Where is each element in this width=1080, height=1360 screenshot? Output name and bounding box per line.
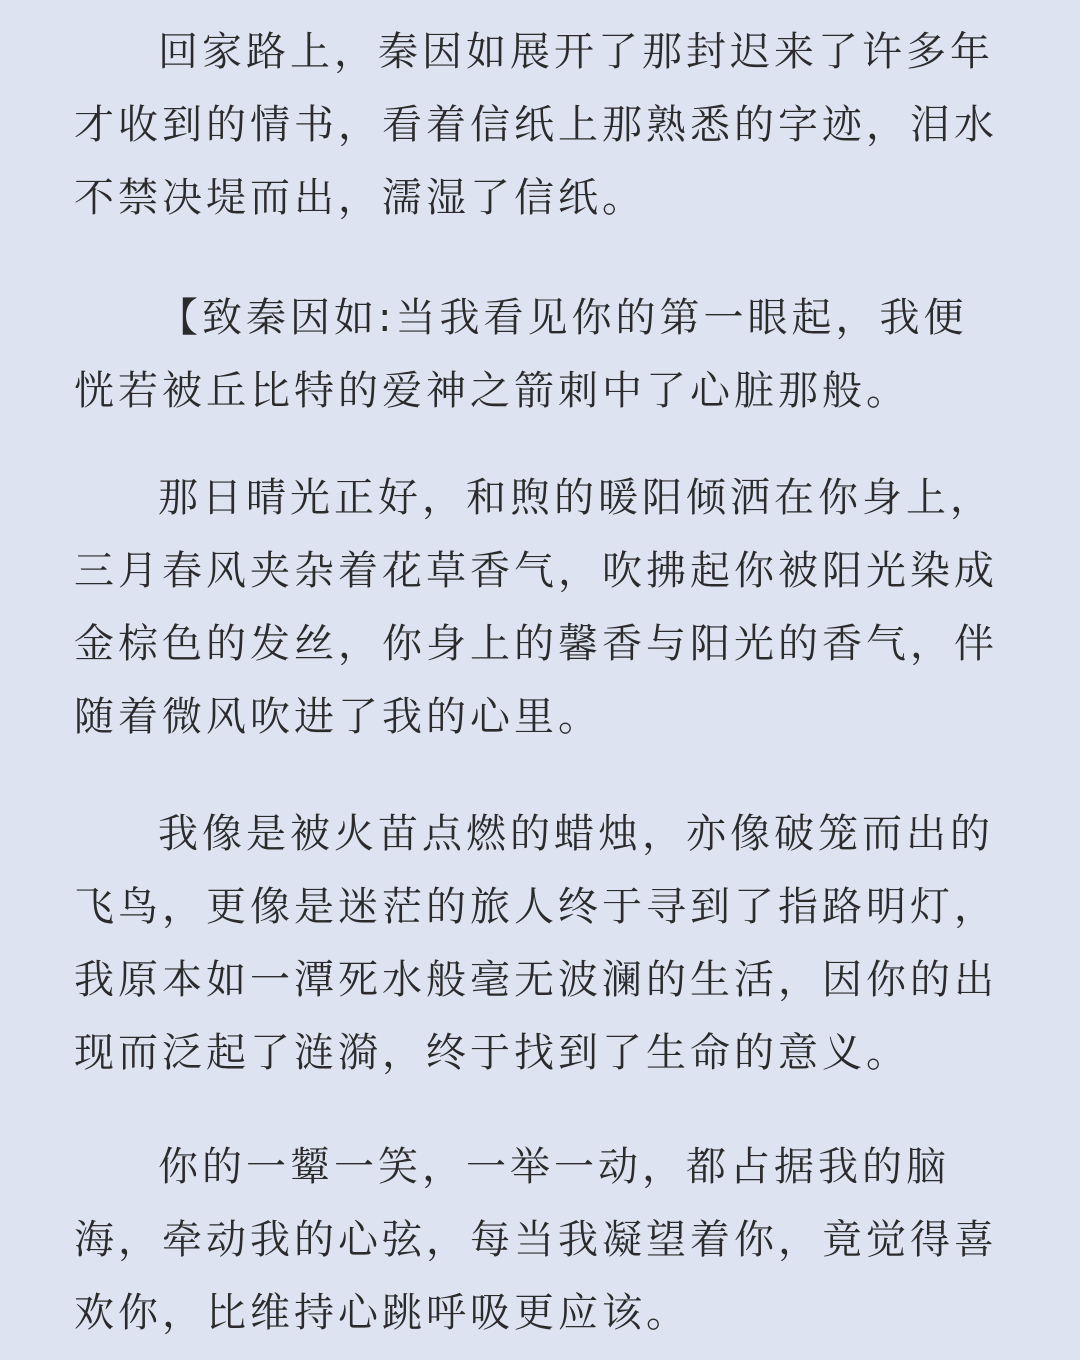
paragraph-3: 那日晴光正好，和煦的暖阳倾洒在你身上，三月春风夹杂着花草香气，吹拂起你被阳光染成金棕色的发丝，你身上的馨香与阳光的香气，伴随着微风吹进了我的心里。	[74, 475, 998, 740]
paragraph-4: 我像是被火苗点燃的蜡烛，亦像破笼而出的飞鸟，更像是迷茫的旅人终于寻到了指路明灯，我原本如一潭死水般毫无波澜的生活，因你的出现而泛起了涟漪，终于找到了生命的意义。	[74, 811, 998, 1076]
paragraph-5: 你的一颦一笑，一举一动，都占据我的脑海，牵动我的心弦，每当我凝望着你，竟觉得喜欢你，比维持心跳呼吸更应该。	[74, 1144, 998, 1336]
paragraph-1: 回家路上，秦因如展开了那封迟来了许多年才收到的情书，看着信纸上那熟悉的字迹，泪水不禁决堤而出，濡湿了信纸。	[74, 29, 998, 221]
paragraph-2-letter-opening: 【致秦因如:当我看见你的第一眼起，我便恍若被丘比特的爱神之箭刺中了心脏那般。	[74, 295, 968, 414]
